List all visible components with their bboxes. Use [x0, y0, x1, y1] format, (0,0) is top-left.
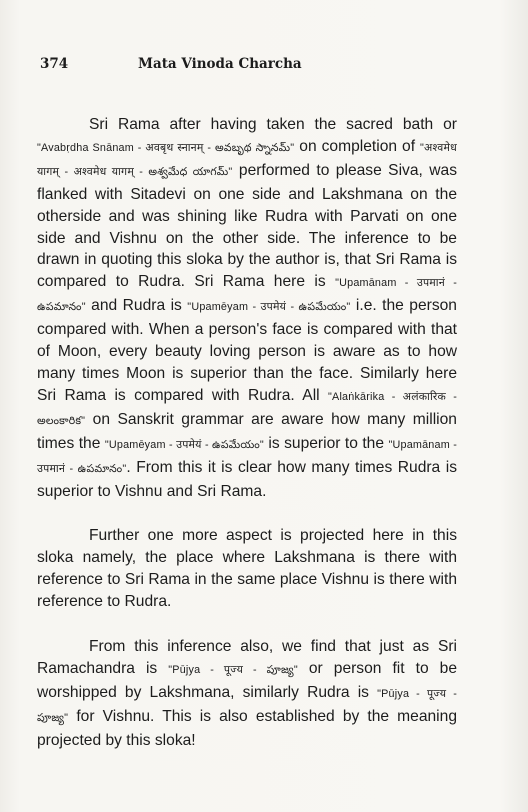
- transliteration-term: "Pūjya - पूज्य - పూజ్య": [37, 687, 457, 724]
- page-number: 374: [40, 56, 69, 72]
- text-segment: . From this it is clear how many times Rudra is superior to Vishnu and Sri Rama.: [37, 458, 457, 500]
- body-text: [37, 114, 457, 752]
- text-segment: for Vishnu. This is also established by the meaning projected by this sloka!: [37, 707, 457, 749]
- transliteration-term: "Pūjya - पूज्य - పూజ్య": [168, 663, 298, 676]
- transliteration-term: "Upamānam - उपमानं - ఉపమానం": [37, 277, 458, 314]
- text-segment: Sri Rama after having taken the sacred bath or: [89, 116, 457, 133]
- page-header: [40, 56, 488, 76]
- text-segment: From this inference also, we find that just as Sri Ramachandra is: [37, 638, 457, 677]
- transliteration-term: "अश्वमेध यागम् - अश्वमेध यागम् - అశ్వమేధ యాగమ్": [37, 141, 457, 178]
- text-segment: on completion of: [294, 137, 421, 155]
- running-title: Mata Vinoda Charcha: [138, 56, 302, 72]
- transliteration-term: "Upamēyam - उपमेयं - ఉపమేయం": [104, 438, 264, 451]
- paragraph: [37, 525, 457, 613]
- transliteration-term: "Upamēyam - उपमेयं - ఉపమేయం": [187, 301, 351, 314]
- text-segment: Further one more aspect is projected here in this sloka namely, the place where Lakshmana is there with reference to Sri Rama in the same place Vishnu is there with reference to Rudra.: [37, 527, 457, 611]
- text-segment: performed to please Siva, was flanked with Sitadevi on one side and Lakshmana on the otherside and was shining like Rudra with Parvati on one side and Vishnu on the other side. The inference to be drawn in quoting this sloka by the author is, that Sri Rama is compared to Rudra. Sri Rama here is: [37, 161, 458, 291]
- paragraph: [37, 114, 457, 502]
- text-segment: i.e. the person compared with. When a person's face is compared with that of Moon, every beauty loving person is aware as to how many times Moon is superior than the face. Similarly here Sri Rama is compared with Rudra. All: [37, 297, 457, 404]
- text-segment: and Rudra is: [85, 297, 188, 315]
- text-segment: on Sanskrit grammar are aware how many million times the: [37, 410, 457, 452]
- transliteration-term: "Alaṅkārika - अलंकारिक - అలంకారిక": [37, 390, 457, 427]
- text-segment: or person fit to be worshipped by Lakshmana, similarly Rudra is: [37, 659, 458, 701]
- paragraph: [37, 636, 457, 752]
- transliteration-term: "Avabṛdha Snānam - अवबृथ स्नानम् - అవబృథ స్నానమ్": [37, 141, 295, 154]
- transliteration-term: "Upamānam - उपमानं - ఉపమానం": [37, 438, 457, 475]
- text-segment: is superior to the: [263, 434, 389, 452]
